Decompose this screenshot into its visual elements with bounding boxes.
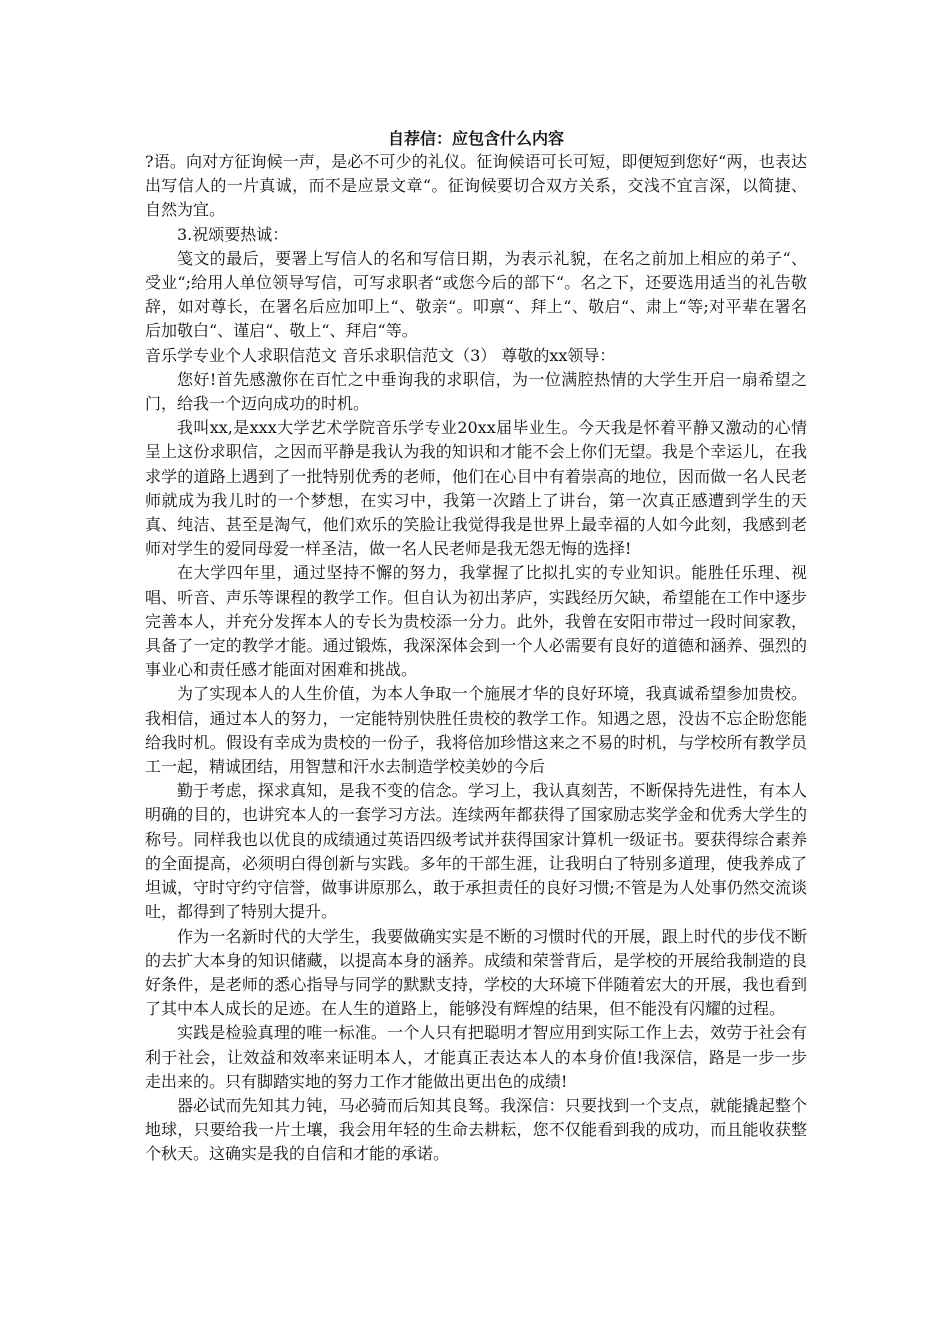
paragraph: 音乐学专业个人求职信范文 音乐求职信范文（3） 尊敬的xx领导： — [145, 345, 616, 365]
paragraph: 为了实现本人的人生价值，为本人争取一个施展才华的良好环境，我真诚希望参加贵校。我相信，通过本人的努力，一定能特别快胜任贵校的教学工作。知遇之恩，没齿不忘企盼您能给我时机。假设有幸成为贵校的一份子，我将倍加珍惜这来之不易的时机，与学校所有教学员工一起，精诚团结，用智慧和汗水去制造学校美妙的今后 — [145, 684, 807, 777]
paragraph: 器必试而先知其力钝，马必骑而后知其良驽。我深信：只要找到一个支点，就能撬起整个地球，只要给我一片土壤，我会用年轻的生命去耕耘，您不仅能看到我的成功，而且能收获整个秋天。这确实是我的自信和才能的承诺。 — [145, 1095, 807, 1164]
document-title: 自荐信：应包含什么内容 — [387, 129, 564, 148]
paragraph: 实践是检验真理的唯一标准。一个人只有把聪明才智应用到实际工作上去，效劳于社会有利于社会，让效益和效率来证明本人，才能真正表达本人的本身价值!我深信，路是一步一步走出来的。只有脚踏实地的努力工作才能做出更出色的成绩! — [145, 1023, 807, 1091]
paragraph: 勤于考虑，探求真知，是我不变的信念。学习上，我认真刻苦，不断保持先进性，有本人明确的目的，也讲究本人的一套学习方法。连续两年都获得了国家励志奖学金和优秀大学生的称号。同样我也以优良的成绩通过英语四级考试并获得国家计算机一级证书。要获得综合素养的全面提高，必须明白得创新与实践。多年的干部生涯，让我明白了特别多道理，使我养成了坦诚，守时守约守信誉，做事讲原那么，敢于承担责任的良好习惯;不管是为人处事仍然交流谈吐，都得到了特别大提升。 — [145, 781, 807, 922]
document-body — [145, 150, 807, 1167]
paragraph: 您好!首先感激你在百忙之中垂询我的求职信，为一位满腔热情的大学生开启一扇希望之门，给我一个迈向成功的时机。 — [145, 369, 807, 414]
paragraph: ?语。向对方征询候一声，是必不可少的礼仪。征询候语可长可短，即便短到您好“两，也表达出写信人的一片真诚，而不是应景文章“。征询候要切合双方关系，交浅不宜言深，以简捷、自然为宜。 — [145, 152, 807, 220]
paragraph: 作为一名新时代的大学生，我要做确实实是不断的习惯时代的开展，跟上时代的步伐不断的去扩大本身的知识储藏，以提高本身的涵养。成绩和荣誉背后，是学校的开展给我制造的良好条件，是老师的悉心指导与同学的默默支持，学校的大环境下伴随着宏大的开展，我也看到了其中本人成长的足迹。在人生的道路上，能够没有辉煌的结果，但不能没有闪耀的过程。 — [145, 926, 807, 1019]
paragraph: 3.祝颂要热诚： — [177, 224, 289, 244]
document-page — [145, 128, 807, 1167]
paragraph: 在大学四年里，通过坚持不懈的努力，我掌握了比拟扎实的专业知识。能胜任乐理、视唱、听音、声乐等课程的教学工作。但自认为初出茅庐，实践经历欠缺，希望能在工作中逐步完善本人，并充分发挥本人的专长为贵校添一分力。此外，我曾在安阳市带过一段时间家教，具备了一定的教学才能。通过锻炼，我深深体会到一个人必需要有良好的道德和涵养、强烈的事业心和责任感才能面对困难和挑战。 — [145, 563, 807, 680]
paragraph: 笺文的最后，要署上写信人的名和写信日期，为表示礼貌，在名之前加上相应的弟子“、受业“;给用人单位领导写信，可写求职者“或您今后的部下“。名之下，还要选用适当的礼告敬辞，如对尊长，在署名后应加叩上“、敬亲“。叩禀“、拜上“、敬启“、肃上“等;对平辈在署名后加敬白“、谨启“、敬上“、拜启“等。 — [145, 248, 807, 341]
paragraph: 我叫xx,是xxx大学艺术学院音乐学专业20xx届毕业生。今天我是怀着平静又激动的心情呈上这份求职信，之因而平静是我认为我的知识和才能不会上你们无望。我是个幸运儿，在我求学的道路上遇到了一批特别优秀的老师，他们在心目中有着崇高的地位，因而做一名人民老师就成为我儿时的一个梦想，在实习中，我第一次踏上了讲台，第一次真正感遭到学生的天真、纯洁、甚至是淘气，他们欢乐的笑脸让我觉得我是世界上最幸福的人如今此刻，我感到老师对学生的爱同母爱一样圣洁，做一名人民老师是我无怨无悔的选择! — [145, 418, 807, 559]
